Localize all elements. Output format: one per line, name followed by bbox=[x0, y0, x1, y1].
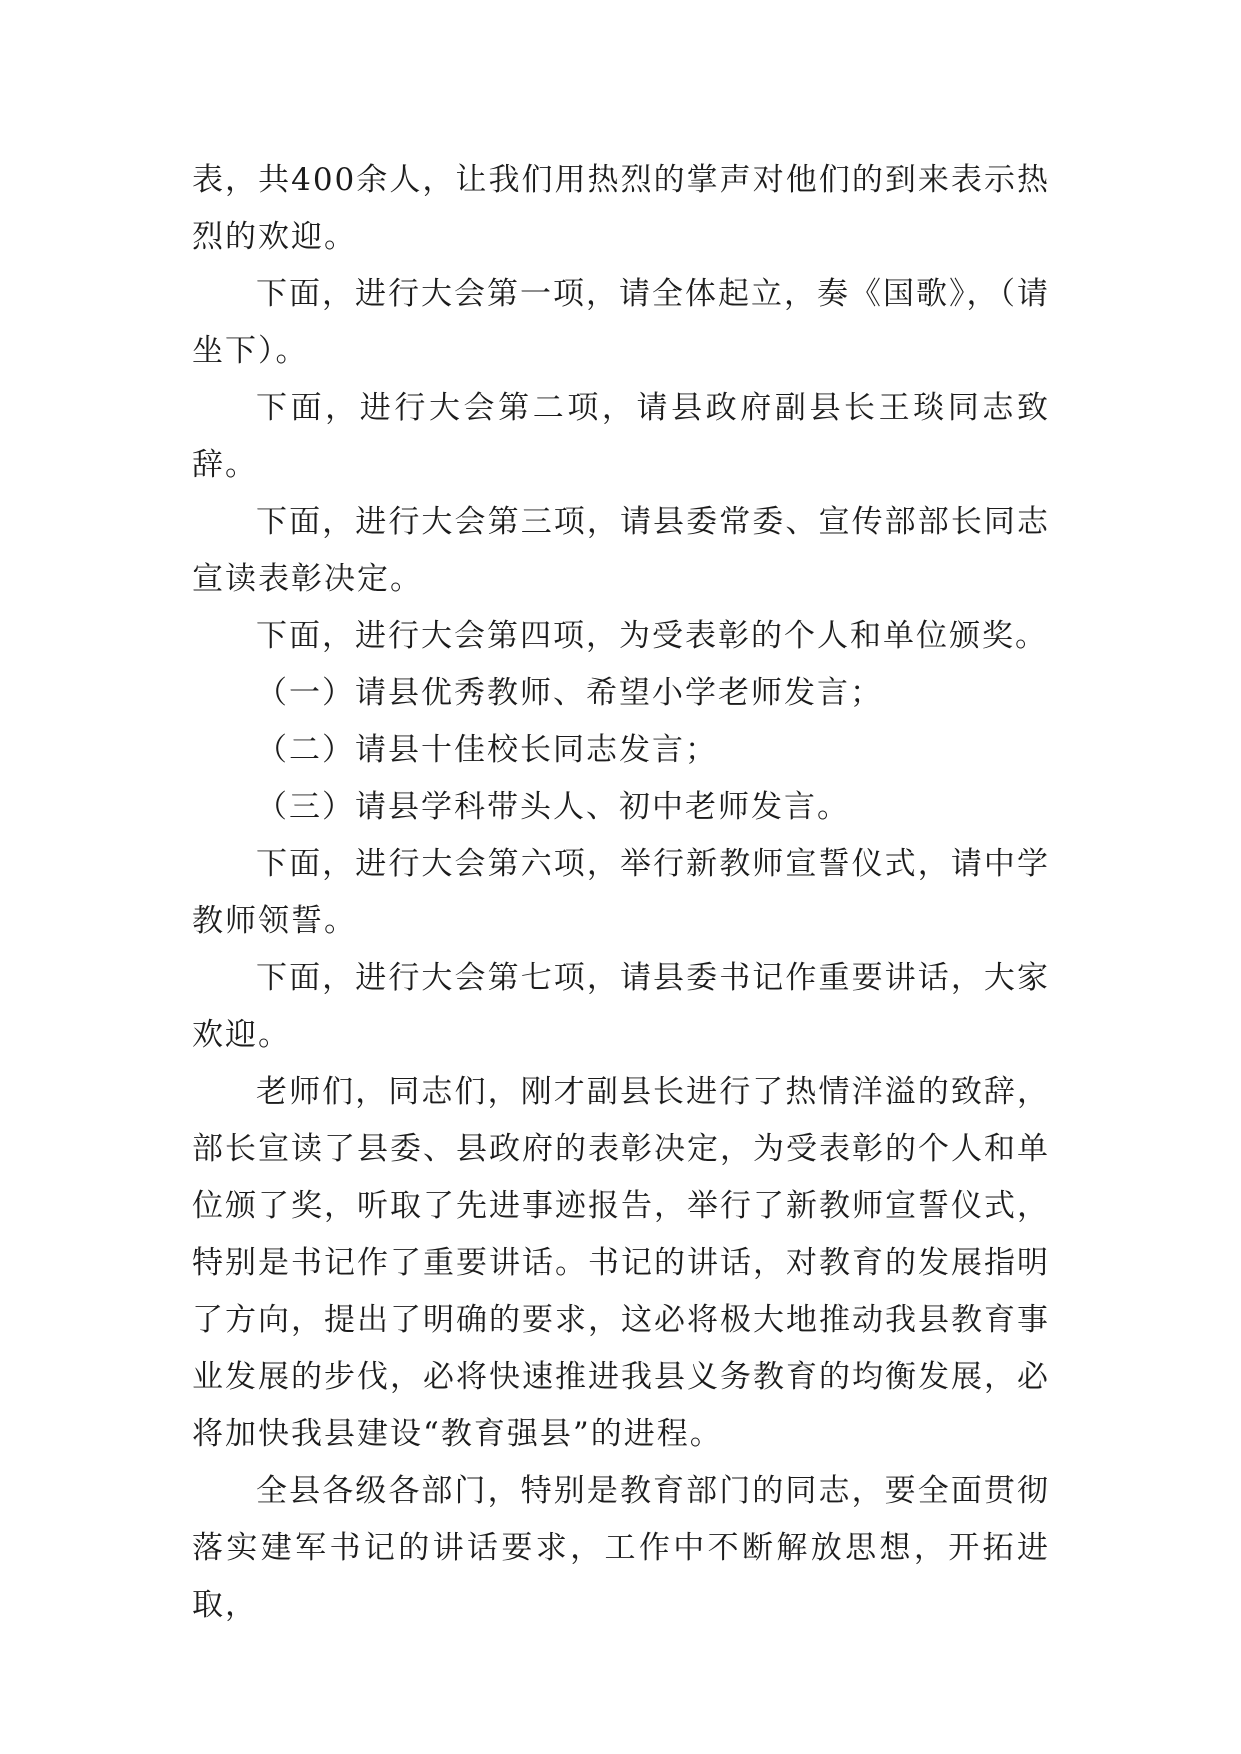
paragraph-item-1: 下面，进行大会第一项，请全体起立，奏《国歌》，（请坐下）。 bbox=[192, 276, 1050, 369]
paragraph-item-4: 下面，进行大会第四项，为受表彰的个人和单位颁奖。 bbox=[256, 618, 1048, 654]
paragraph-item-3: 下面，进行大会第三项，请县委常委、宣传部部长同志宣读表彰决定。 bbox=[192, 504, 1050, 597]
closing-paragraph: 全县各级各部门，特别是教育部门的同志，要全面贯彻落实建军书记的讲话要求，工作中不断解放思想，开拓进取， bbox=[192, 1473, 1050, 1623]
paragraph-continuation: 表，共400余人，让我们用热烈的掌声对他们的到来表示热烈的欢迎。 bbox=[192, 162, 1050, 255]
speaker-item-1: （一）请县优秀教师、希望小学老师发言； bbox=[256, 675, 883, 711]
speaker-item-3: （三）请县学科带头人、初中老师发言。 bbox=[256, 789, 850, 825]
paragraph-item-2: 下面，进行大会第二项，请县政府副县长王琰同志致辞。 bbox=[192, 390, 1050, 483]
paragraph-item-6: 下面，进行大会第六项，举行新教师宣誓仪式，请中学教师领誓。 bbox=[192, 846, 1050, 939]
document-body bbox=[192, 152, 1050, 1634]
paragraph-item-7: 下面，进行大会第七项，请县委书记作重要讲话，大家欢迎。 bbox=[192, 960, 1050, 1053]
speaker-item-2: （二）请县十佳校长同志发言； bbox=[256, 732, 718, 768]
summary-paragraph: 老师们，同志们，刚才副县长进行了热情洋溢的致辞，部长宣读了县委、县政府的表彰决定，为受表彰的个人和单位颁了奖，听取了先进事迹报告，举行了新教师宣誓仪式，特别是书记作了重要讲话。书记的讲话，对教育的发展指明了方向，提出了明确的要求，这必将极大地推动我县教育事业发展的步伐，必将快速推进我县义务教育的均衡发展，必将加快我县建设“教育强县”的进程。 bbox=[192, 1074, 1050, 1452]
